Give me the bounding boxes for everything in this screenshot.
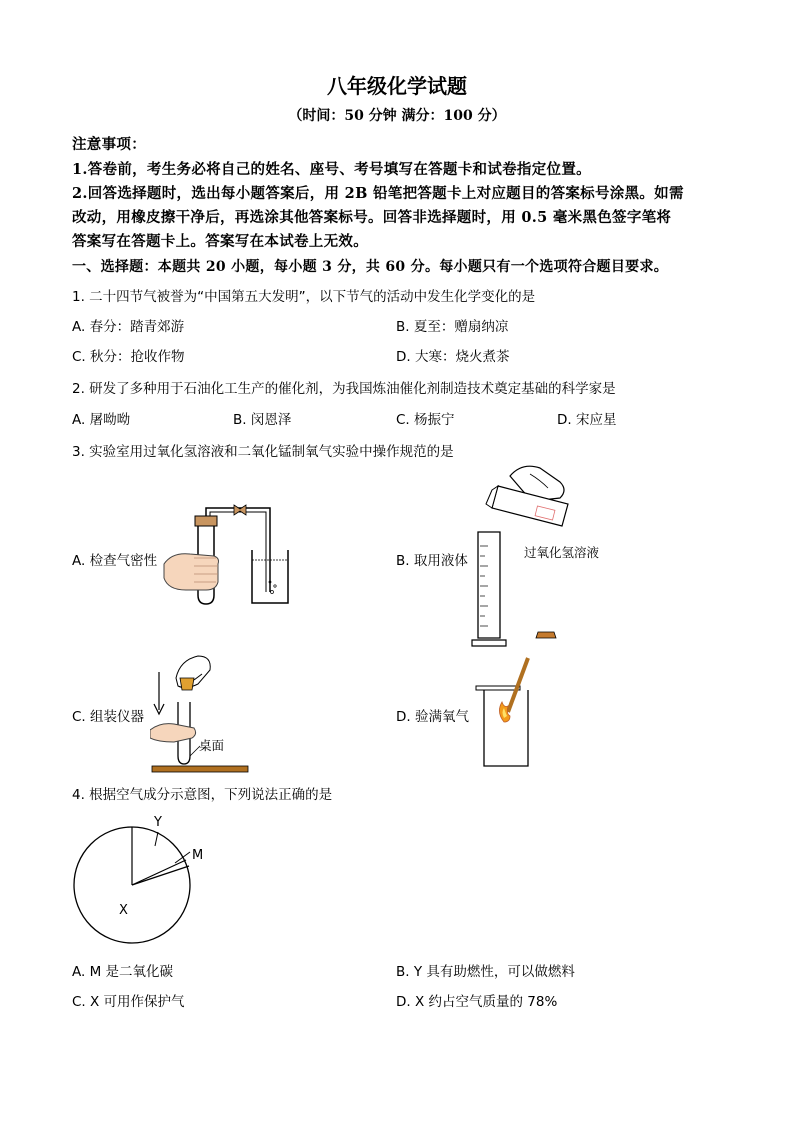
question-4-option-b[interactable]: B. Y 具有助燃性，可以做燃料 [396, 964, 575, 980]
section-1-heading: 一、选择题：本题共 20 小题，每小题 3 分，共 60 分。每小题只有一个选项符合题目要求。 [72, 259, 669, 275]
page-title: 八年级化学试题 [327, 74, 467, 98]
question-1-option-d[interactable]: D. 大寒：烧火煮茶 [396, 349, 510, 365]
notes-item-2-line-2: 改动，用橡皮擦干净后，再选涂其他答案标号。回答非选择题时，用 0.5 毫米黑色签字笔将 [72, 209, 672, 226]
notes-item-2-line-3: 答案写在答题卡上。答案写在本试卷上无效。 [72, 233, 368, 250]
exam-time-info: （时间：50 分钟 满分：100 分） [288, 108, 506, 124]
pie-label-m: M [192, 848, 204, 863]
question-3-option-a[interactable]: A. 检查气密性 [72, 553, 158, 569]
oxygen-full-check-figure [470, 650, 560, 772]
question-2-option-a[interactable]: A. 屠呦呦 [72, 412, 131, 428]
pie-label-y: Y [154, 815, 162, 830]
air-composition-pie-chart [65, 808, 215, 958]
question-4-option-c[interactable]: C. X 可用作保护气 [72, 994, 185, 1010]
pie-label-x: X [119, 903, 128, 918]
desk-label: 桌面 [199, 738, 225, 753]
question-4-option-d[interactable]: D. X 约占空气质量的 78% [396, 994, 558, 1010]
question-2-option-d[interactable]: D. 宋应星 [557, 412, 617, 428]
question-2-option-c[interactable]: C. 杨振宁 [396, 412, 455, 428]
notes-item-1: 1.答卷前，考生务必将自己的姓名、座号、考号填写在答题卡和试卷指定位置。 [72, 161, 591, 178]
hydrogen-peroxide-label: 过氧化氢溶液 [524, 545, 600, 560]
question-4-stem: 4. 根据空气成分示意图，下列说法正确的是 [72, 787, 333, 803]
assembling-apparatus-figure [150, 650, 260, 775]
question-3-option-b[interactable]: B. 取用液体 [396, 553, 468, 569]
question-3-option-d[interactable]: D. 验满氧气 [396, 709, 469, 725]
question-2-option-b[interactable]: B. 闵恩泽 [233, 412, 292, 428]
notes-heading: 注意事项： [72, 136, 146, 153]
question-3-option-c[interactable]: C. 组装仪器 [72, 709, 145, 725]
question-1-stem: 1. 二十四节气被誉为“中国第五大发明”，以下节气的活动中发生化学变化的是 [72, 289, 536, 305]
question-3-stem: 3. 实验室用过氧化氢溶液和二氧化锰制氧气实验中操作规范的是 [72, 444, 454, 460]
question-1-option-a[interactable]: A. 春分：踏青郊游 [72, 319, 185, 335]
question-1-option-b[interactable]: B. 夏至：赠扇纳凉 [396, 319, 509, 335]
question-4-option-a[interactable]: A. M 是二氧化碳 [72, 964, 174, 980]
notes-item-2-line-1: 2.回答选择题时，选出每小题答案后，用 2B 铅笔把答题卡上对应题目的答案标号涂黑。如需 [72, 185, 684, 202]
airtightness-check-figure [160, 500, 300, 612]
question-2-stem: 2. 研发了多种用于石油化工生产的催化剂，为我国炼油催化剂制造技术奠定基础的科学家是 [72, 381, 616, 397]
question-1-option-c[interactable]: C. 秋分：抢收作物 [72, 349, 185, 365]
